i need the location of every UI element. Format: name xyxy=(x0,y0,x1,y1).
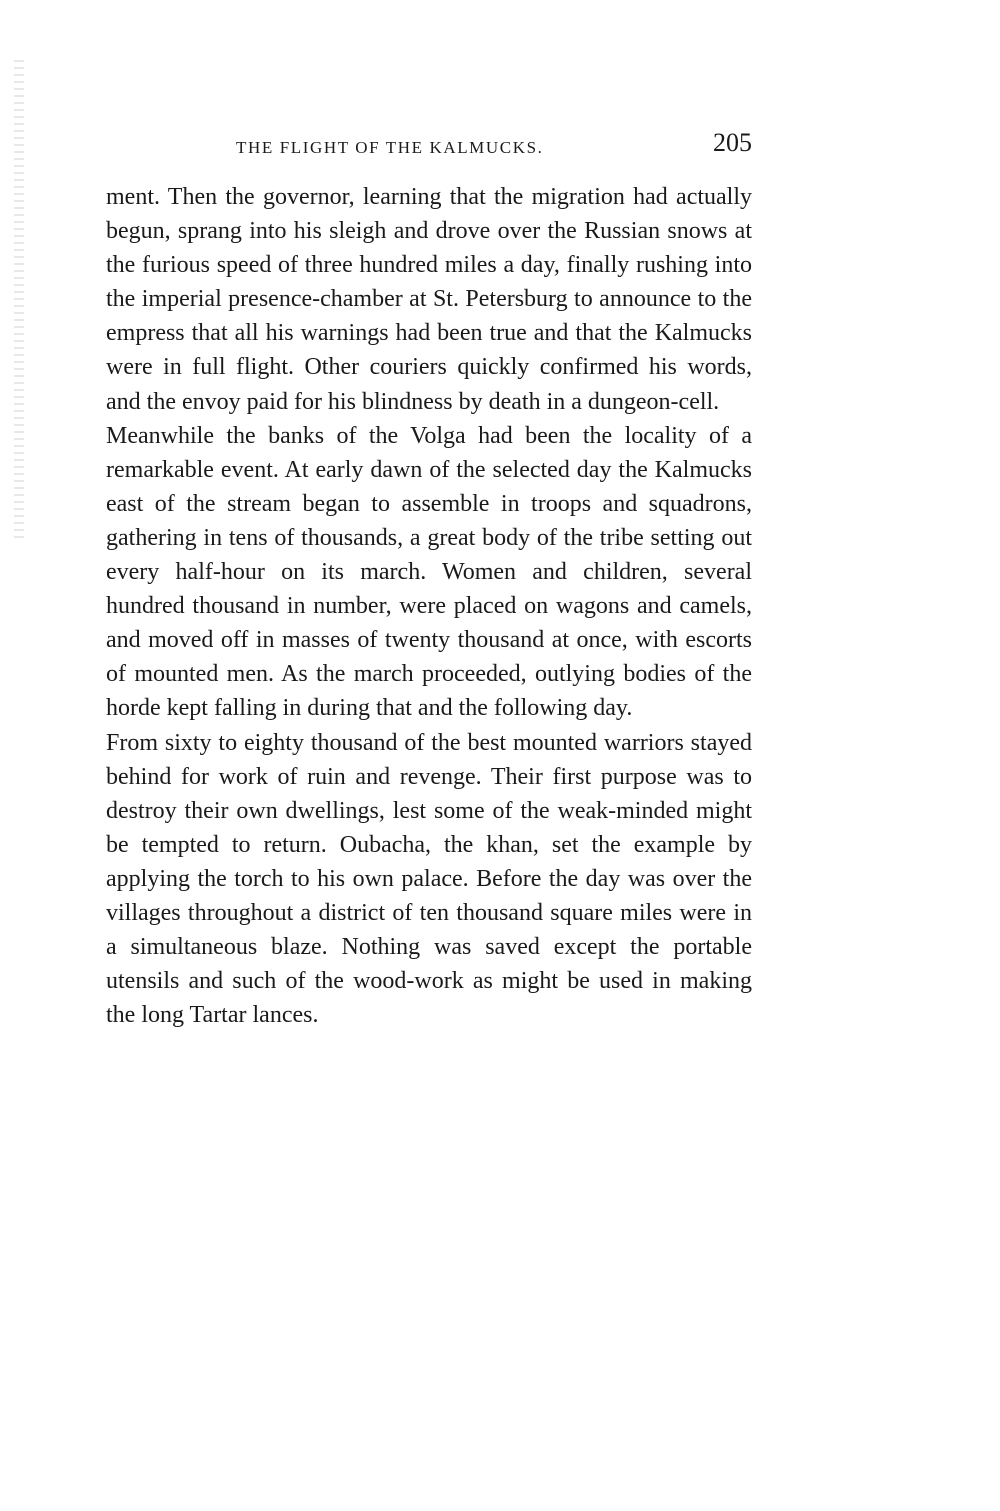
page-number: 205 xyxy=(713,128,752,157)
body-text xyxy=(106,180,752,1032)
paragraph-1: ment. Then the governor, learning that the migration had actually begun, sprang into his sleigh and drove over the Russian snows at the furious speed of three hundred miles a day, finally rushing into the imperial presence-chamber at St. Petersburg to announce to the empress that all his warnings had been true and that the Kalmucks were in full flight. Other couriers quickly confirmed his words, and the envoy paid for his blindness by death in a dungeon-cell. xyxy=(106,184,752,415)
paragraph-3: From sixty to eighty thousand of the best mounted warriors stayed behind for work of ruin and revenge. Their first purpose was to destroy their own dwellings, lest some of the weak-minded might be tempted to return. Oubacha, the khan, set the example by applying the torch to his own palace. Before the day was over the villages throughout a district of ten thousand square miles were in a simultaneous blaze. Nothing was saved except the portable utensils and such of the wood-work as might be used in making the long Tartar lances. xyxy=(106,729,752,1029)
paragraph-2: Meanwhile the banks of the Volga had been the locality of a remarkable event. At early dawn of the selected day the Kalmucks east of the stream began to assemble in troops and squadrons, gathering in tens of thousands, a great body of the tribe setting out every half-hour on its march. Women and children, several hundred thousand in number, were placed on wagons and camels, and moved off in masses of twenty thousand at once, with escorts of mounted men. As the march proceeded, outlying bodies of the horde kept falling in during that and the following day. xyxy=(106,422,752,722)
running-title: THE FLIGHT OF THE KALMUCKS. xyxy=(236,138,544,157)
binding-gutter xyxy=(14,60,24,540)
running-head xyxy=(104,128,754,168)
